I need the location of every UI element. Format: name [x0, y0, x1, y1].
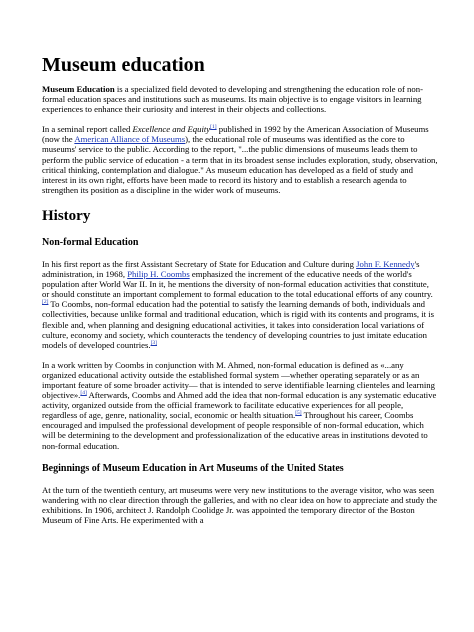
text-run: ), the educational role of museums was identified as the core to museums' service to the public. According to the report, "...the public dimensions of museums leads them to perform the public service of education - a term that in its broadest sense includes exploration, study, observation, critical thinking, contemplation and dialogue." As museum education has developed as a field of study and interest in its own right, efforts have been made to record its history and to establish a research agenda to strengthen its position as a discipline in the wider work of museums. — [42, 134, 438, 195]
citation-link-4[interactable]: [4] — [80, 390, 87, 397]
text-run: Afterwards, Coombs and Ahmed add the idea that non-formal education is any systematic educative activity, organized outside from the official framework to facilitate educative experiences for all people, regardless of age, genre, nationality, social, economic or health situation. — [42, 390, 437, 421]
intro-paragraph — [42, 84, 438, 114]
text-run: emphasized the increment of the educative needs of the world's population after World War II. In it, he mentions the diversity of non-formal education activities that constitute, or should constitute an important complement to formal education to the total educational efforts of any country. — [42, 269, 433, 300]
text-run: To Coombs, non-formal education had the potential to satisfy the learning demands of both, individuals and collectivities, because unlike formal and traditional education, which is rigid with its contents and programs, it is flexible and, when planning and designing educational activities, it takes into consideration local variations of culture, economy and society, which counteracts the tendency of developing countries to just imitate education models of developed countries. — [42, 299, 435, 350]
article-body — [42, 84, 438, 525]
history-heading: History — [42, 207, 91, 224]
intro-term: Museum Education — [42, 84, 115, 94]
text-run: In his first report as the first Assistant Secretary of State for Education and Culture during — [42, 258, 357, 269]
intro-text: is a specialized field devoted to developing and strengthening the education role of non-formal education spaces and institutions such as museums. Its main objective is to engage visitors in learning experiences to enhance their curiosity and interest in their objects and collections. — [42, 84, 423, 115]
text-run: 's administration, in 1968, — [42, 258, 420, 280]
coombs-link[interactable]: Philip H. Coombs — [127, 269, 190, 280]
text-run: In a seminal report called — [42, 124, 133, 135]
art-museums-heading: Beginnings of Museum Education in Art Museums of the United States — [42, 462, 344, 474]
aam-link[interactable]: American Alliance of Museums — [74, 134, 186, 145]
citation-link-1[interactable]: [1] — [210, 124, 217, 131]
report-title: Excellence and Equity — [132, 124, 211, 135]
ahmed-paragraph — [42, 360, 438, 451]
text-run: In a work written by Coombs in conjunction with M. Ahmed, non-formal education is defined as «...any organized educational activity outside the established formal system —whether operating separately or as an important feature of some broader activity— that is intended to serve identifiable learning clienteles and learning objective». — [42, 359, 435, 401]
page-title: Museum education — [42, 54, 205, 76]
report-paragraph — [42, 124, 438, 195]
citation-link-2[interactable]: [2] — [42, 299, 49, 306]
kennedy-link[interactable]: John F. Kennedy — [356, 258, 415, 269]
text-run: Throughout his career, Coombs encouraged and impulsed the professional development of people responsible of non-formal education, which will be determining to the development and professionalization of the educative areas in institutions devoted to non-formal education. — [42, 410, 428, 451]
nonformal-heading: Non-formal Education — [42, 236, 139, 248]
citation-link-5[interactable]: [5] — [295, 410, 302, 417]
citation-link-3[interactable]: [3] — [150, 339, 157, 346]
coombs-paragraph — [42, 259, 438, 350]
citation — [151, 340, 157, 346]
art-museums-paragraph: At the turn of the twentieth century, art museums were very new institutions to the average visitor, who was seen wandering with no clear direction through the galleries, and with no clear idea on how to appreciate and study the exhibitions. In 1906, architect J. Randolph Coolidge Jr. was appointed the temporary director of the Boston Museum of Fine Arts. He experimented with a — [42, 484, 438, 525]
text-run: published in 1992 by the American Association of Museums (now the — [42, 124, 429, 145]
